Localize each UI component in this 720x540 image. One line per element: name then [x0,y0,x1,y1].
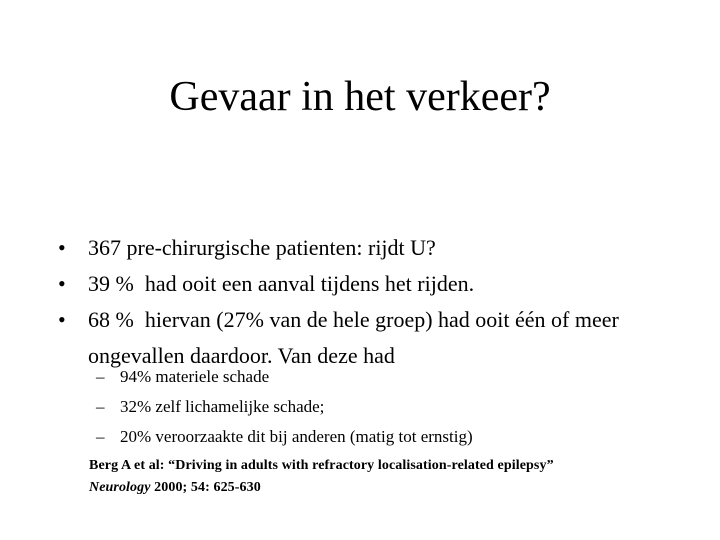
sub-bullet-text: 20% veroorzaakte dit bij anderen (matig tot ernstig) [120,427,473,446]
reference-title: Berg A et al: “Driving in adults with refractory localisation-related epilepsy” [89,458,554,473]
sub-bullet-text: 94% materiele schade [120,367,270,386]
sub-bullet-item [96,392,656,422]
dash-marker: – [96,427,105,446]
bullet-text: 39 % had ooit een aanval tijdens het rijden. [88,271,475,296]
bullet-item [56,230,676,266]
slide-title: Gevaar in het verkeer? [169,74,551,120]
bullet-marker: • [58,307,66,332]
dash-marker: – [96,367,105,386]
bullet-list [56,230,676,374]
bullet-text: 68 % hiervan (27% van de hele groep) had ooit één of meer ongevallen daardoor. Van deze had [88,307,625,368]
bullet-marker: • [58,271,66,296]
reference-journal: Neurology [89,480,151,495]
bullet-marker: • [58,235,66,260]
dash-marker: – [96,397,105,416]
reference-citation: 2000; 54: 625-630 [150,480,261,495]
sub-bullet-item [96,422,656,452]
reference-citation-line [89,477,689,499]
sub-bullet-list [96,362,656,452]
sub-bullet-text: 32% zelf lichamelijke schade; [120,397,325,416]
bullet-item [56,266,676,302]
bullet-text: 367 pre-chirurgische patienten: rijdt U? [88,235,436,260]
sub-bullet-item [96,362,656,392]
reference [89,455,689,499]
